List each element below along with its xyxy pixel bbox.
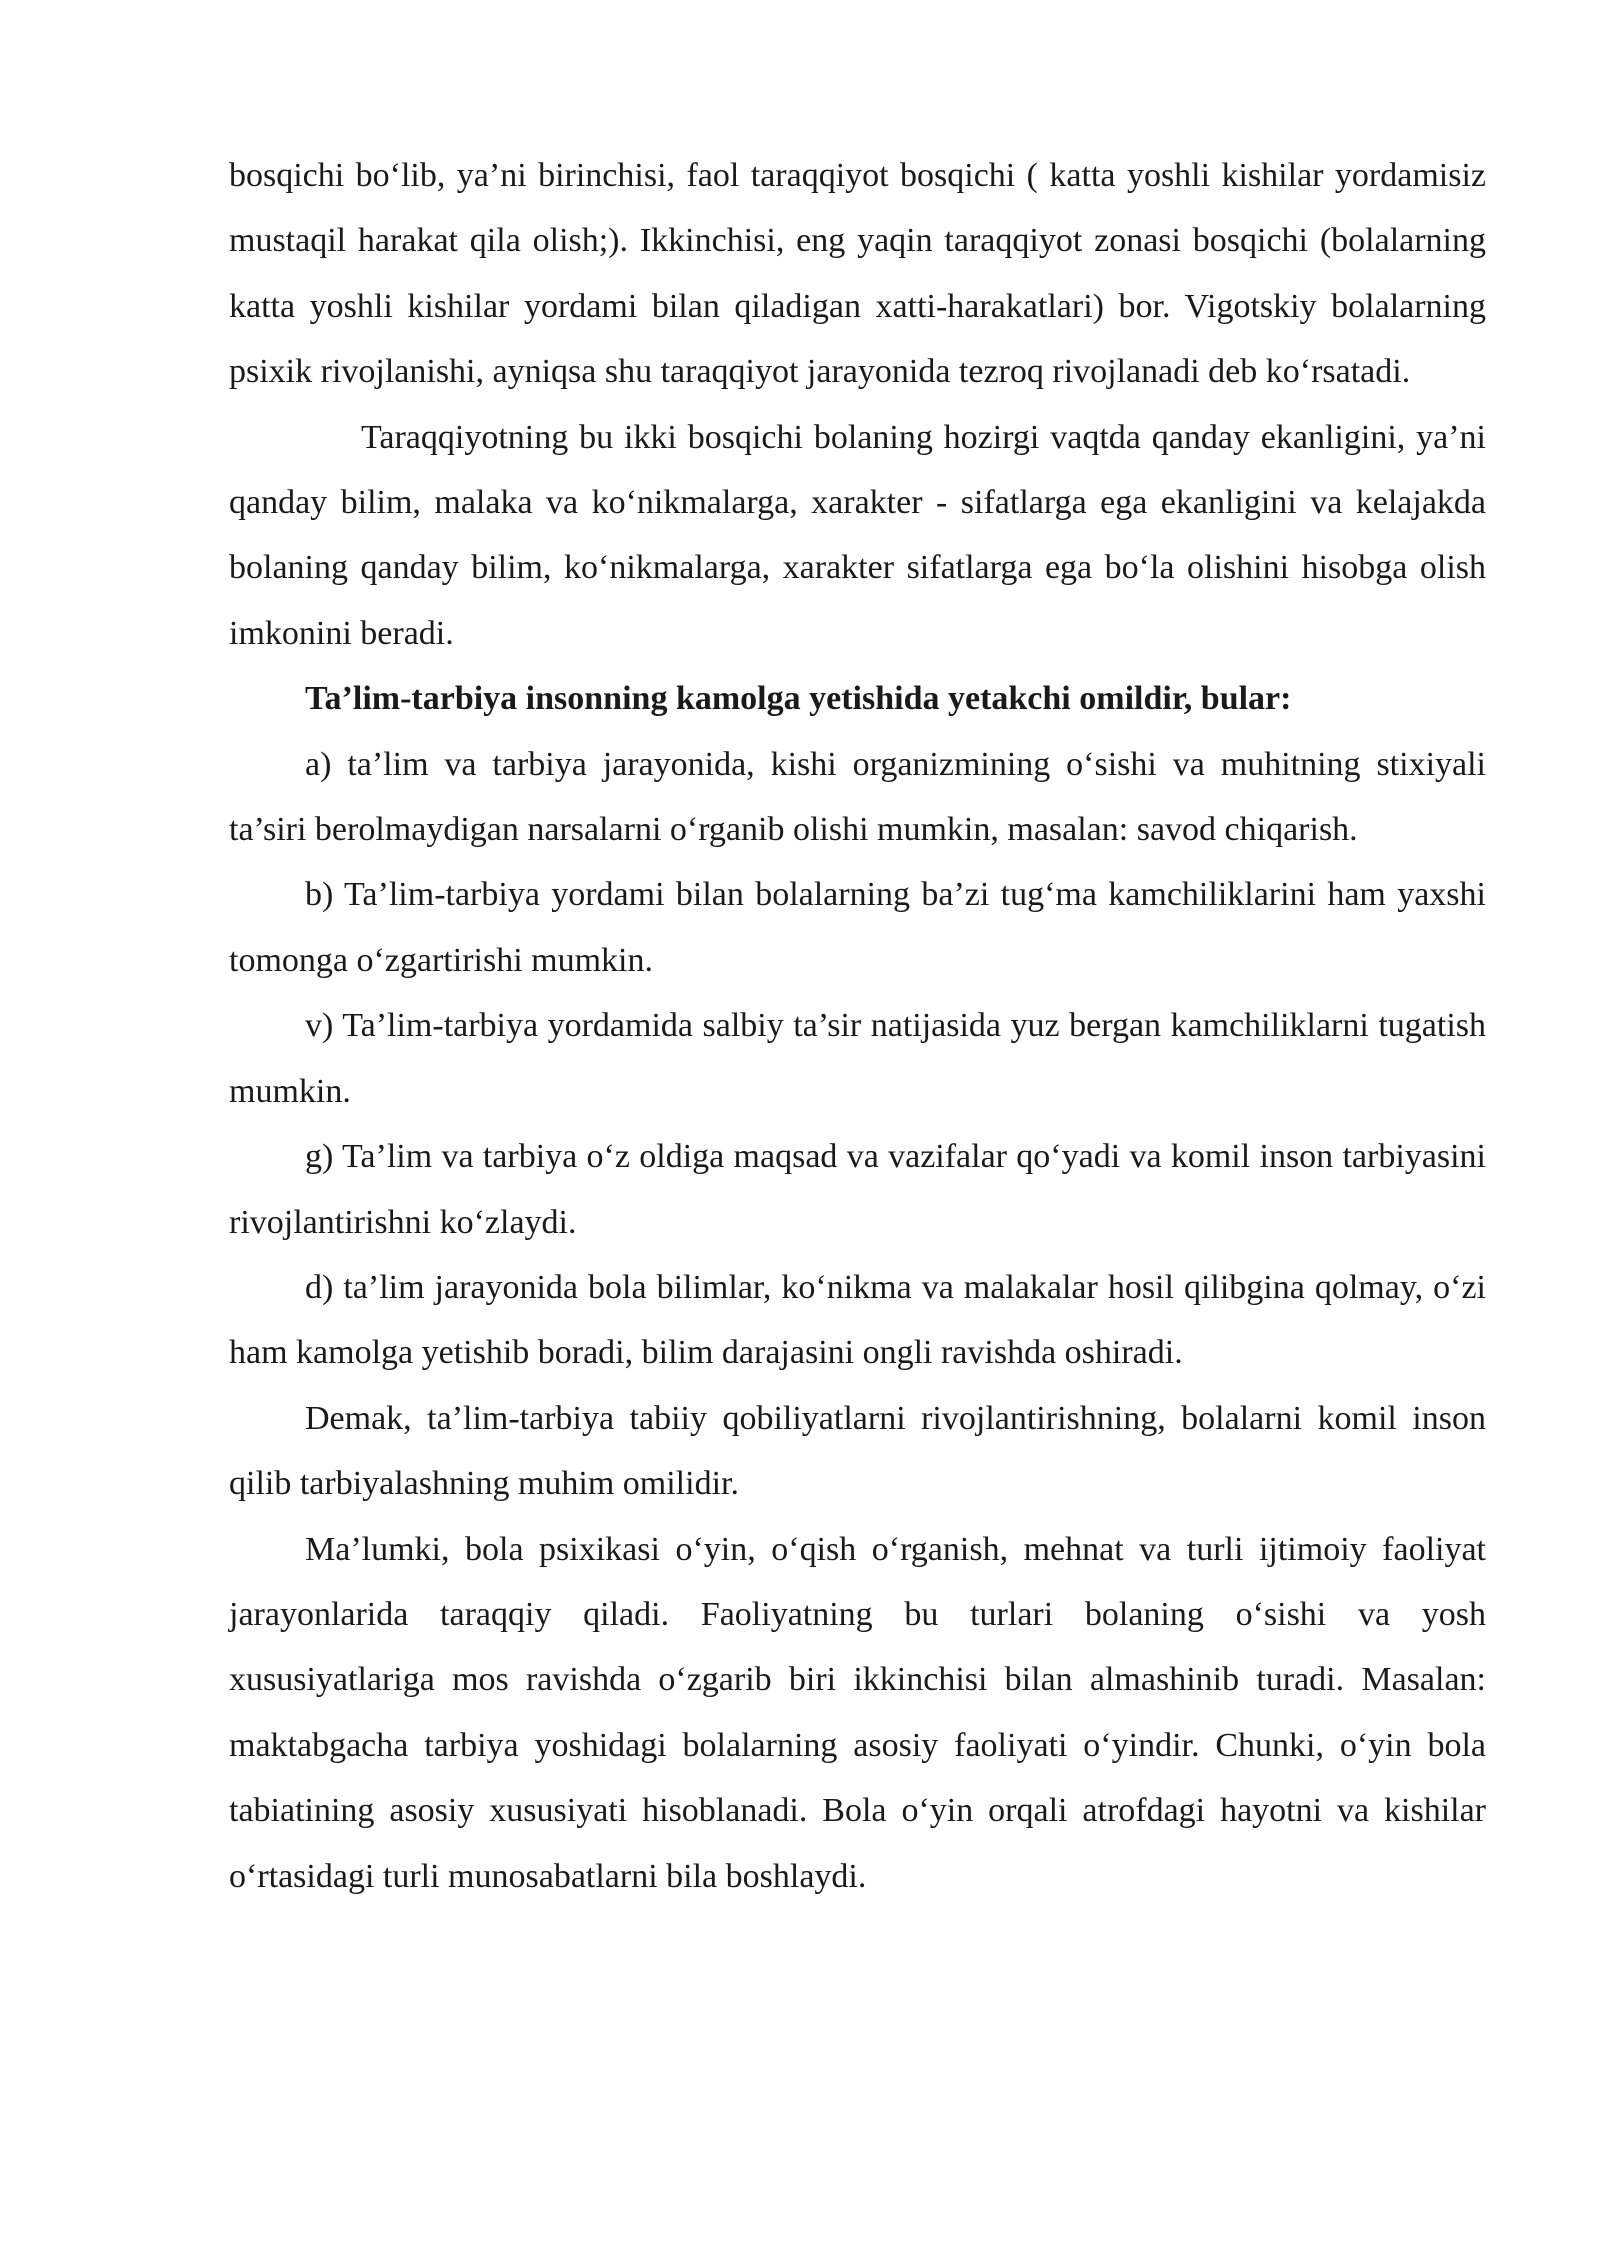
paragraph-development-stages: Taraqqiyotning bu ikki bosqichi bolaning hozirgi vaqtda qanday ekanligini, ya’ni qanday bilim, malaka va ko‘nikmalarga, xarakter - sifatlarga ega ekanligini va kelajakda bolaning qanday bilim, ko‘nikmalarga, xarakter sifatlarga ega bo‘la olishini hisobga olish imkonini beradi. [229,418,1486,652]
list-item-a: a) ta’lim va tarbiya jarayonida, kishi organizmining o‘sishi va muhitning stixiyali ta’siri berolmaydigan narsalarni o‘rganib olishi mumkin, masalan: savod chiqarish. [229,745,1486,849]
document-body [229,143,1486,1909]
paragraph-play-activity: Ma’lumki, bola psixikasi o‘yin, o‘qish o‘rganish, mehnat va turli ijtimoiy faoliyat jarayonlarida taraqqiy qiladi. Faoliyatning bu turlari bolaning o‘sishi va yosh xususiyatlariga mos ravishda o‘zgarib biri ikkinchisi bilan almashinib turadi. Masalan: maktabgacha tarbiya yoshidagi bolalarning asosiy faoliyati o‘yindir. Chunki, o‘yin bola tabiatining asosiy xususiyati hisoblanadi. Bola o‘yin orqali atrofdagi hayotni va kishilar o‘rtasidagi turli munosabatlarni bila boshlaydi. [229,1530,1486,1895]
paragraph-conclusion: Demak, ta’lim-tarbiya tabiiy qobiliyatlarni rivojlantirishning, bolalarni komil inson qilib tarbiyalashning muhim omilidir. [229,1399,1486,1503]
list-item-d: d) ta’lim jarayonida bola bilimlar, ko‘nikma va malakalar hosil qilibgina qolmay, o‘zi ham kamolga yetishib boradi, bilim darajasini ongli ravishda oshiradi. [229,1268,1486,1372]
list-item-g: g) Ta’lim va tarbiya o‘z oldiga maqsad va vazifalar qo‘yadi va komil inson tarbiyasini rivojlantirishni ko‘zlaydi. [229,1138,1486,1241]
list-item-b: b) Ta’lim-tarbiya yordami bilan bolalarning ba’zi tug‘ma kamchiliklarini ham yaxshi tomonga o‘zgartirishi mumkin. [229,876,1486,979]
list-item-v: v) Ta’lim-tarbiya yordamida salbiy ta’sir natijasida yuz bergan kamchiliklarni tugatish mumkin. [229,1007,1486,1110]
section-heading: Ta’lim-tarbiya insonning kamolga yetishida yetakchi omildir, bular: [305,680,1292,718]
paragraph-stages: bosqichi bo‘lib, ya’ni birinchisi, faol taraqqiyot bosqichi ( katta yoshli kishilar yordamisiz mustaqil harakat qila olish;). Ikkinchisi, eng yaqin taraqqiyot zonasi bosqichi (bolalarning katta yoshli kishilar yordami bilan qiladigan xatti-harakatlari) bor. Vigotskiy bolalarning psixik rivojlanishi, ayniqsa shu taraqqiyot jarayonida tezroq rivojlanadi deb ko‘rsatadi. [229,157,1486,391]
